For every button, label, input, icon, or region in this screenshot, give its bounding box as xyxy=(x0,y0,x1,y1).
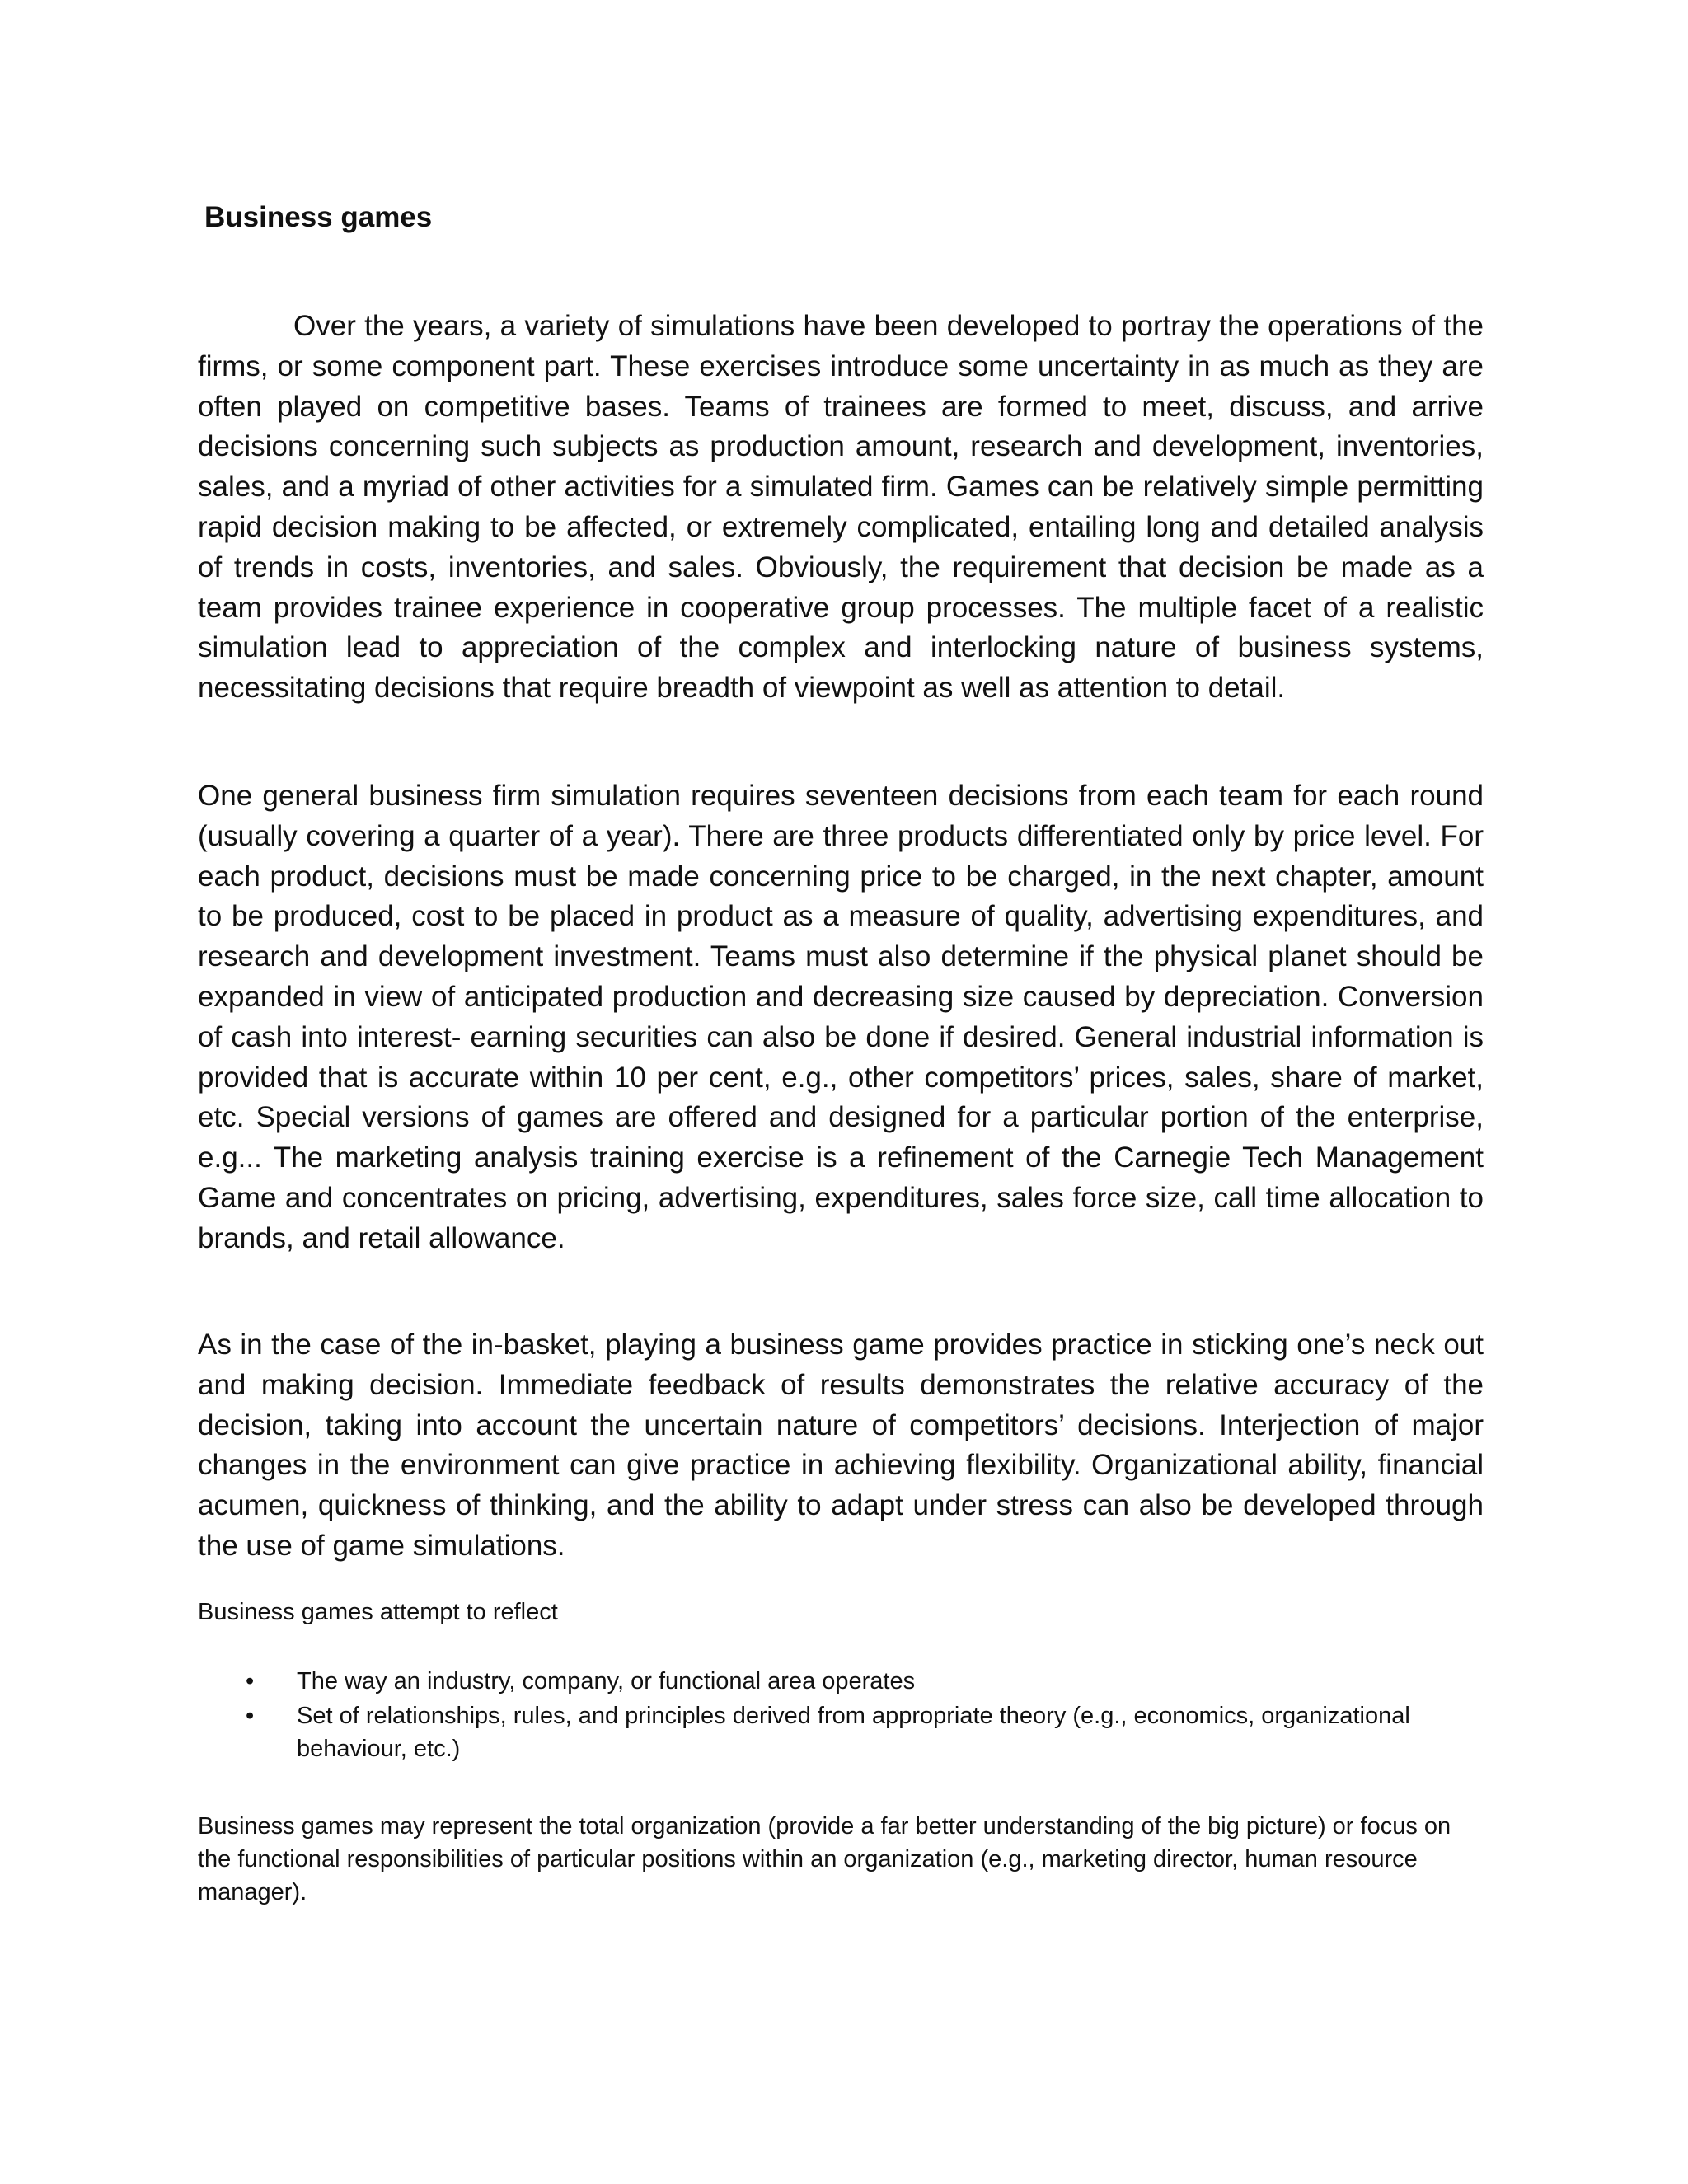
bullet-icon: • xyxy=(246,1668,255,1694)
list-item-text: The way an industry, company, or functional area operates xyxy=(297,1668,916,1694)
list-item xyxy=(198,1699,1484,1765)
page-title: Business games xyxy=(204,201,433,233)
paragraph-closing: Business games may represent the total organization (provide a far better understanding of the big picture) or focus on the functional responsibilities of particular positions within an organization (e.g., marketing director, human resource manager). xyxy=(198,1813,1451,1905)
list-item xyxy=(198,1665,1484,1698)
paragraph-simulation: One general business firm simulation requires seventeen decisions from each team for each round (usually covering a quarter of a year). There are three products differentiated only by price level. For each product, decisions must be made concerning price to be charged, in the next chapter, amount to be produced, cost to be placed in product as a measure of quality, advertising expenditures, and research and development investment. Teams must also determine if the physical planet should be expanded in view of anticipated production and decreasing size caused by depreciation. Conversion of cash into interest- earning securities can also be done if desired. General industrial information is provided that is accurate within 10 per cent, e.g., other competitors’ prices, sales, share of market, etc. Special versions of games are offered and designed for a particular portion of the enterprise, e.g... The marketing analysis training exercise is a refinement of the Carnegie Tech Management Game and concentrates on pricing, advertising, expenditures, sales force size, call time allocation to brands, and retail allowance. xyxy=(198,780,1484,1254)
bullet-list xyxy=(198,1665,1484,1767)
list-item-text: Set of relationships, rules, and principles derived from appropriate theory (e.g., economics, organizational behaviour, etc.) xyxy=(297,1703,1410,1762)
paragraph-benefits: As in the case of the in-basket, playing a business game provides practice in sticking one’s neck out and making decision. Immediate feedback of results demonstrates the relative accuracy of the decision, taking into account the uncertain nature of competitors’ decisions. Interjection of major changes in the environment can give practice in achieving flexibility. Organizational ability, financial acumen, quickness of thinking, and the ability to adapt under stress can also be developed through the use of game simulations. xyxy=(198,1329,1484,1562)
list-intro: Business games attempt to reflect xyxy=(198,1599,558,1625)
bullet-icon: • xyxy=(246,1703,255,1729)
paragraph-intro: Over the years, a variety of simulations have been developed to portray the operations of the firms, or some component part. These exercises introduce some uncertainty in as much as they are often played on competitive bases. Teams of trainees are formed to meet, discuss, and arrive decisions concerning such subjects as production amount, research and development, inventories, sales, and a myriad of other activities for a simulated firm. Games can be relatively simple permitting rapid decision making to be affected, or extremely complicated, entailing long and detailed analysis of trends in costs, inventories, and sales. Obviously, the requirement that decision be made as a team provides trainee experience in cooperative group processes. The multiple facet of a realistic simulation lead to appreciation of the complex and interlocking nature of business systems, necessitating decisions that require breadth of viewpoint as well as attention to detail. xyxy=(198,310,1484,705)
